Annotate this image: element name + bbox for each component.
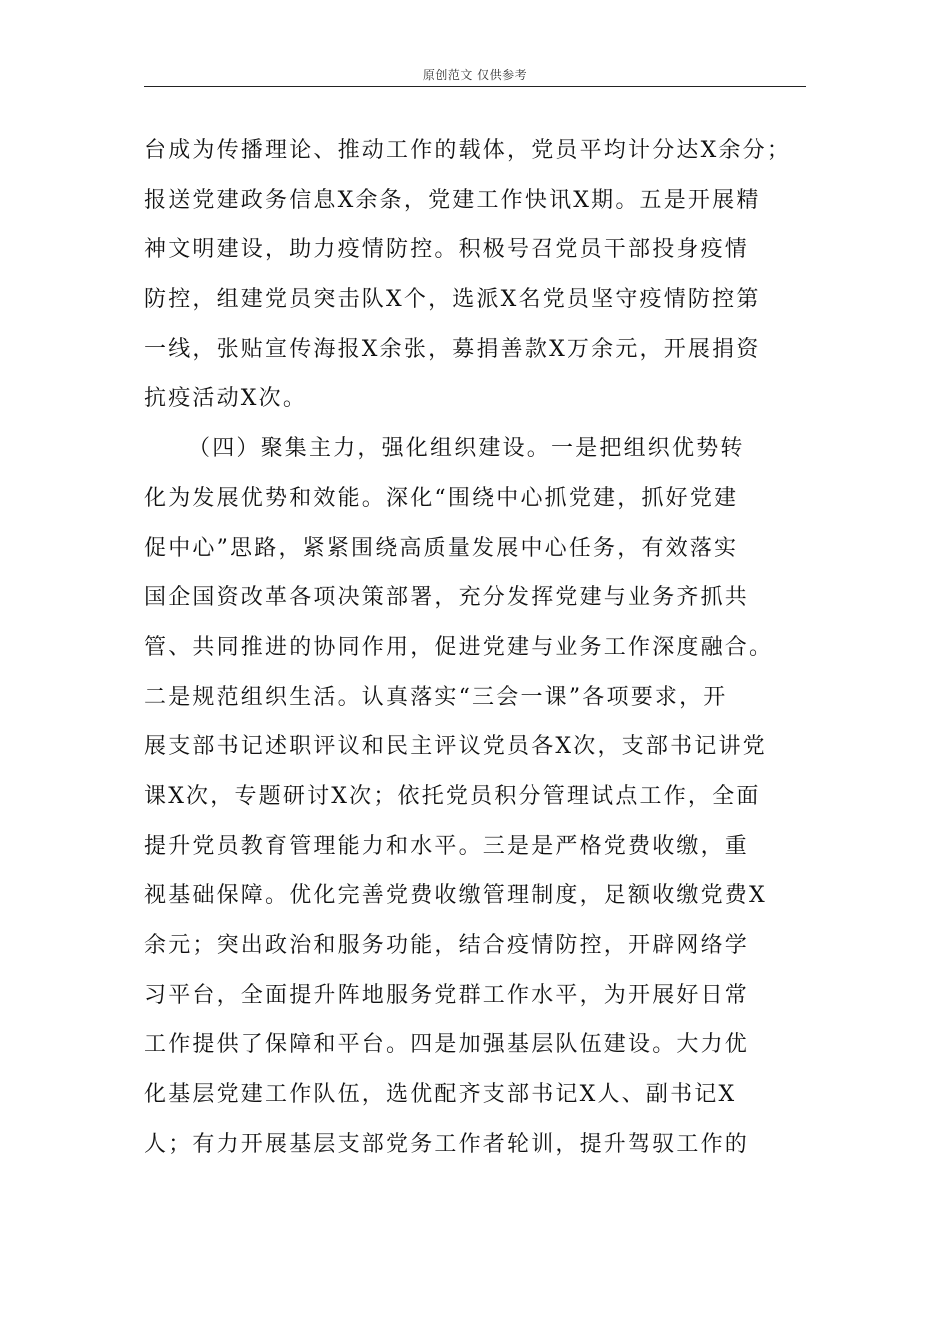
text-line: 国企国资改革各项决策部署，充分发挥党建与业务齐抓共	[144, 585, 750, 611]
text-line: 工作提供了保障和平台。四是加强基层队伍建设。大力优	[144, 1032, 750, 1058]
text-line: 防控，组建党员突击队X个，选派X名党员坚守疫情防控第	[144, 287, 761, 313]
section-heading-line: （四）聚集主力，强化组织建设。一是把组织优势转	[188, 436, 745, 462]
text-line: 习平台，全面提升阵地服务党群工作水平，为开展好日常	[144, 982, 750, 1008]
text-line: 化为发展优势和效能。深化“围绕中心抓党建，抓好党建	[144, 485, 739, 511]
text-line: 人；有力开展基层支部党务工作者轮训，提升驾驭工作的	[144, 1131, 750, 1157]
page-header	[144, 64, 806, 87]
text-line: 提升党员教育管理能力和水平。三是是严格党费收缴，重	[144, 833, 750, 859]
text-line: 一线，张贴宣传海报X余张，募捐善款X万余元，开展捐资	[144, 336, 761, 362]
text-line: 报送党建政务信息X余条，党建工作快讯X期。五是开展精	[144, 187, 761, 213]
text-line: 化基层党建工作队伍，选优配齐支部书记X人、副书记X	[144, 1082, 737, 1108]
text-line: 台成为传播理论、推动工作的载体，党员平均计分达X余分；	[144, 138, 792, 163]
header-text: 原创范文 仅供参考	[422, 68, 528, 82]
document-body	[144, 126, 806, 1169]
text-line: 展支部书记述职评议和民主评议党员各X次，支部书记讲党	[144, 734, 767, 760]
text-line: 抗疫活动X次。	[144, 386, 308, 412]
text-line: 余元；突出政治和服务功能，结合疫情防控，开辟网络学	[144, 933, 750, 958]
text-line: 视基础保障。优化完善党费收缴管理制度，足额收缴党费X	[144, 883, 767, 909]
text-line: 神文明建设，助力疫情防控。积极号召党员干部投身疫情	[144, 237, 750, 263]
text-line: 管、共同推进的协同作用，促进党建与业务工作深度融合。	[144, 634, 774, 660]
text-line: 二是规范组织生活。认真落实“三会一课”各项要求，开	[144, 684, 728, 710]
text-line: 课X次，专题研讨X次；依托党员积分管理试点工作，全面	[144, 783, 761, 809]
text-line: 促中心”思路，紧紧围绕高质量发展中心任务，有效落实	[144, 535, 739, 561]
